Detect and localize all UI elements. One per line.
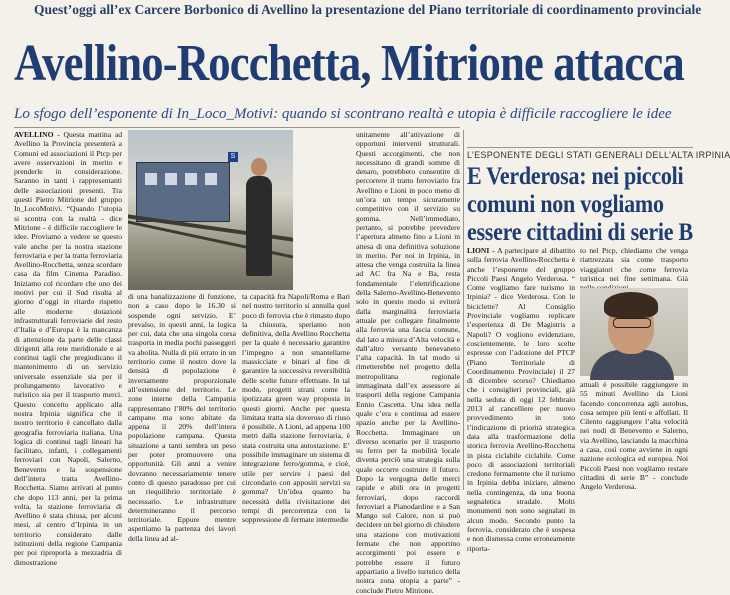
sidebar-top-rule (467, 147, 693, 148)
sidebar-column-2-top (580, 246, 688, 286)
train-car (136, 162, 230, 222)
body-text: ta capacità fra Napoli/Roma e Bari nel nostro territorio si annulla quel poco di ferrovia che è rimasto dopo la chiusura, speriamo non definitiva, della Avellino Rocchetta per la quale è necessario garantire l’impegno a non smantellarne massicciate e binari al fine di garantire la successiva reversibilità delle scelte future effettuate. In tal modo, progetti strani come la ipotizzata green way proposta in questi giorni. Anche per questa limitata tratta sia doveroso di riuso è possibile. A Lioni, ad appena 100 metri dalla stazione ferroviaria, è stata costruita una autostazione. E’ possibile immaginare un sistema di integrazione ferro/gomma, e cioè, utile per servire i paesi del circondario con appositi servizi su gomma? Un’idea quanto ha necessità della rivisitazione dei tempi di percorrenza con la soppressione di fermate intermedie (242, 292, 350, 525)
divider-line (14, 127, 460, 128)
sidebar-kicker: L’ESPONENTE DEGLI STATI GENERALI DELL’ALTA IRPINIA (467, 150, 730, 160)
body-text: to nel Ptcp, chiediamo che venga riattrezzata sia come trasporto viaggiatori che come ferrovia turistica nei fine settimana. Già (580, 246, 688, 283)
sidebar-column-1 (467, 246, 575, 553)
article-kicker: Quest’oggi all’ex Carcere Borbonico di Avellino la presentazione del Piano territoriale di coordinamento provinciale (34, 2, 702, 17)
sidebar-headline-line: comuni non vogliamo (467, 191, 664, 218)
article-headline: Avellino-Rocchetta, Mitrione attacca (14, 35, 684, 92)
dateline: LIONI - (467, 246, 495, 255)
column-divider (463, 130, 464, 490)
body-text: attuali è possibile raggiungere in 55 minuti Avellino da Lioni facendo concorrenza agli autobus, cosa sempre più lenti e affollati. Il Cilento raggiungere l’alta velocità nei nodi di Benevento e Salerno, via Avellino, lasciando la macchina a casa, così come avviene in ogni nazione ecologica ed europea. Noi Piccoli Paesi non vogliamo restare cittadini di serie B” - conclude Angelo Verderosa. (580, 380, 688, 492)
body-text: Questa mattina ad Avellino la Provincia presenterà a Comuni ed associazioni il Ptcp per avere osservazioni in merito e prenderle in considerazione. Saranno in tanti i rappresentanti delle associazioni presenti. Tra questi Pietro Mitrione del gruppo In_LocoMotivi. “Quando l’utopia si scontra con la realtà - dice Mitrione - è difficile raccogliere le idee. Proviamo a vedere se questo vale anche per la nostra stazione ferroviaria e per la tratta ferroviaria Avellino-Rocchetta, senza scordare casa da film Cinema Paradiso. Iniziamo col ricordare che uno dei motivi per cui il Sud risulta al giorno d’oggi in ritardo rispetto alle moderne dotazioni infrastrutturali ferroviarie del resto d’Italia e d’Europa è la mancanza di attenzione da parte delle classi dirigenti alla rete meridionale e ai continui tagli che pregiudicano il mantenimento di un servizio universale essenziale sia per il prolungamento lavorativo e turistico sia per il trasporto merci. Questo concetto applicato alla nostra Irpinia significa che il nostro territorio è cancellato dalla geografia ferroviaria italiana. Una logica di continui tagli lineari ha facilitato, infatti, i collegamenti ferroviari con Napoli, Salerno, Benevento e la sospensione dell’intera tratta Avellino-Rocchetta. Siamo arrivati al punto che dopo 113 anni, per la prima volta, la stazione ferroviaria di Avellino è stata chiusa, per alcuni mesi, al centro d’Irpinia in un territorio considerato dalle istituzioni della regione Campania per poi riproporla a mezzadria di dimostrazione (14, 130, 122, 567)
body-text: A partecipare al dibattito sulla ferrovia Avellino-Rocchetta è anche l’esponente del gruppo Piccoli Paesi Angelo Verderosa. “ Come vogliamo fare turismo in Irpinia? - dice Verderosa. Con le biciclette? Al Consiglio Provinciale vogliamo replicare l’esperienza di De Magistris a Napoli? O vogliono evidenziare, coscientemente, le loro scelte espresse con l’adozione del PTCP (Piano Territoriale di Coordinamento Provinciale) il 27 di dicembre scorso? Chiediamo che i consiglieri provinciali, già nella seduta di oggi 12 febbraio 2013 al cancelliere per nuovo provvedimento in toto l’indicazione di priorità strategica data alla trasformazione della storica ferrovia Avellino-Rocchetta in pista ciclabile ciclabile. Come poco di associazioni territoriali credono fermamente che il turismo in Irpinia debba iniziare, almeno nella contingenza, da una buona segnaletica stradale. Molti monumenti non sono segnalati in alcun modo. Secondo punto la ferrovia, considerato che è sospesa e non dismessa come erroneamente riporta- (467, 246, 575, 553)
body-column-3 (242, 292, 350, 525)
sidebar-headline (467, 163, 692, 247)
station-sign: S (228, 152, 238, 162)
body-text: di una banalizzazione di funzione, non a caso dopo le 16.30 si sospende ogni servizio. E’ prevalso, in questi anni, la logica per cui, data che una singola corsa trasporta in media pochi passeggeri va abolita. Nulla di più errato in un territorio come il nostro dove la densità di popolazione è inversamente proporzionale all’estensione del territorio. Le zone interne della Campania rappresentano l’80% del territorio campano ma sono abitate da appena il 20% dell’intera popolazione campana. Questa situazione a tanti sembra un peso per poter promuovere una opportunità. Gli anni a venire dovranno necessariamente tenere conto di questo paradosso per cui un riequilibrio territoriale è necessario. Le infrastrutture determineranno il percorso territoriale. Eppure mentre aspettiamo la partenza dei lavori della linea ad al- (128, 292, 236, 543)
body-column-4 (356, 130, 460, 595)
body-column-2 (128, 292, 236, 543)
sidebar-column-2-bottom (580, 380, 688, 490)
station-photo (128, 130, 293, 290)
body-column-1 (14, 130, 122, 567)
body-text: unitamente all’attivazione di opportuni interventi strutturali. Questi accorgimenti, che non necessitano di grandi somme di denaro, potrebbero consentire di percorrere il tratto ferroviario fra Avellino e Lioni in poco meno di un’ora un tempo sicuramente competitivo con il servizio su gomma. Nell’immediato, pertanto, si potrebbe prevedere l’apertura almeno fino a Lioni in attesa di una definitiva soluzione in merito. Per noi in Irpinia, in attesa che venga costruita la linea ad AC fra Na e Ba, resta fondamentale l’elettrificazione della Salerno-Avellino-Benevento solo in questo modo si eviterà dalla marginalità ferroviaria attuale per collegare finalmente alla ferrovia una fascia comune, dal lato a misura d’Alta velocità e dall’altro versante benevaneto l’alta capacità. In tal modo si rimetterebbe nel progetto della metropolitana regionale immaginata dall’ex assessore ai trasporti della regione Campania Ennio Cascetta. Una idea nella quale c’era e continua ad essere spazio anche per la Avellino-Rocchetta. Immaginare un diverso scenario per il trasporto su ferro per la mobilità locale diventa perciò una strategia sulla quale occorre costruire il futuro. Dopo la vergogna delle merci rapide e abili ora in progetti ferroviari, dopo raccordi ferroviari a Pianodardine e a San Mango sul Calore, non si può decidere un bel giorno di chiudere una stazione con motivazioni fermate che non apportino accorgimenti poi essere e potrebbe essere il futuro appartiatio a livello turistico della nostra zona utopia a parte” - conclude Pietro Mitrione. (356, 130, 460, 595)
dateline: AVELLINO - (14, 130, 60, 139)
verderosa-portrait (580, 288, 688, 376)
sidebar-headline-line: essere cittadini di serie B (467, 219, 693, 246)
sidebar-headline-line: E Verderosa: nei piccoli (467, 163, 684, 190)
station-worker-figure (246, 176, 272, 276)
article-subhead: Lo sfogo dell’esponente di In_Loco_Motivi: quando si scontrano realtà e utopia è difficile raccogliere le idee (14, 106, 672, 122)
